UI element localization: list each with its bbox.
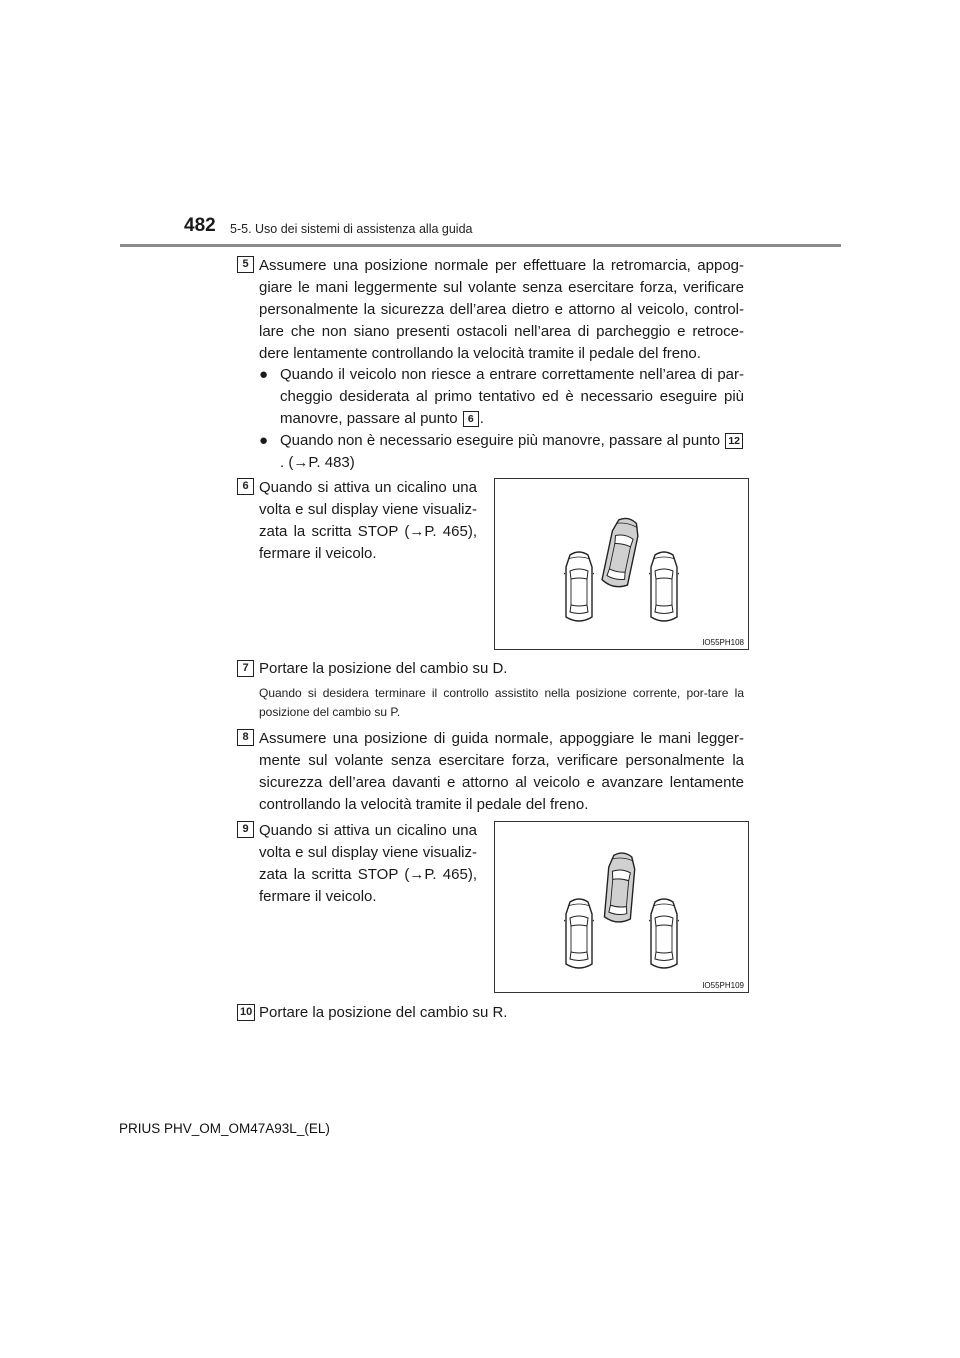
step-10-text: Portare la posizione del cambio su R.: [259, 1004, 508, 1021]
step-8-text: Assumere una posizione di guida normale, appoggiare le mani legger-mente sul volante senza esercitare forza, verificare personalmente la sicurezza dell’area davanti e attorno al veicolo e avanzare lentamente controllando la velocità tramite il pedale del freno.: [259, 730, 744, 813]
figure-code: IO55PH108: [702, 638, 744, 647]
section-title: 5-5. Uso dei sistemi di assistenza alla guida: [230, 222, 473, 236]
step-5-bullet-2: [259, 430, 744, 474]
step-9-text: Quando si attiva un cicalino una volta e sul display viene visualiz-zata la scritta STOP (→P. 465), fermare il veicolo.: [259, 822, 477, 905]
figure-code: IO55PH109: [702, 981, 744, 990]
parked-car-left-icon: [563, 899, 595, 968]
step-badge-7: 7: [237, 660, 254, 677]
footer-doc-code: PRIUS PHV_OM_OM47A93L_(EL): [119, 1121, 330, 1136]
parked-car-right-icon: [648, 899, 680, 968]
step-ref-badge: 12: [725, 433, 743, 449]
step-6-text: Quando si attiva un cicalino una volta e sul display viene visualiz-zata la scritta STOP (→P. 465), fermare il veicolo.: [259, 479, 477, 562]
step-5-bullet-1: [259, 364, 744, 430]
step-5-text: Assumere una posizione normale per effettuare la retromarcia, appog-giare le mani leggermente sul volante senza esercitare forza, verificare personalmente la sicurezza dell’area dietro e attorno al veicolo, control-lare che non siano presenti ostacoli nell’area di parcheggio e retroce-dere lentamente controllando la velocità tramite il pedale del freno.: [259, 257, 744, 362]
maneuvering-car-icon: [601, 516, 641, 589]
bullet-dot-icon: ●: [259, 432, 269, 449]
parking-figure-1: [494, 478, 749, 650]
page-number: 482: [184, 215, 216, 236]
step-7-note: Quando si desidera terminare il controllo assistito nella posizione corrente, por-tare la posizione del cambio su P.: [259, 686, 744, 719]
bullet-dot-icon: ●: [259, 366, 269, 383]
bullet-1-text: Quando il veicolo non riesce a entrare correttamente nell’area di par-cheggio desiderata al primo tentativo ed è necessario eseguire più manovre, passare al punto: [280, 366, 744, 427]
step-badge-6: 6: [237, 478, 254, 495]
step-7-text: Portare la posizione del cambio su D.: [259, 660, 508, 677]
step-badge-5: 5: [237, 256, 254, 273]
maneuvering-car-icon: [604, 852, 636, 923]
parking-figure-2: [494, 821, 749, 993]
bullet-2-end: . (→P. 483): [280, 454, 355, 471]
bullet-1-end: .: [479, 410, 484, 427]
step-badge-10: 10: [237, 1004, 255, 1021]
bullet-2-text: Quando non è necessario eseguire più manovre, passare al punto: [280, 432, 721, 449]
header-rule: [120, 244, 841, 247]
parked-car-right-icon: [648, 552, 680, 621]
step-badge-9: 9: [237, 821, 254, 838]
parked-car-left-icon: [563, 552, 595, 621]
step-badge-8: 8: [237, 729, 254, 746]
step-ref-badge: 6: [463, 411, 479, 427]
